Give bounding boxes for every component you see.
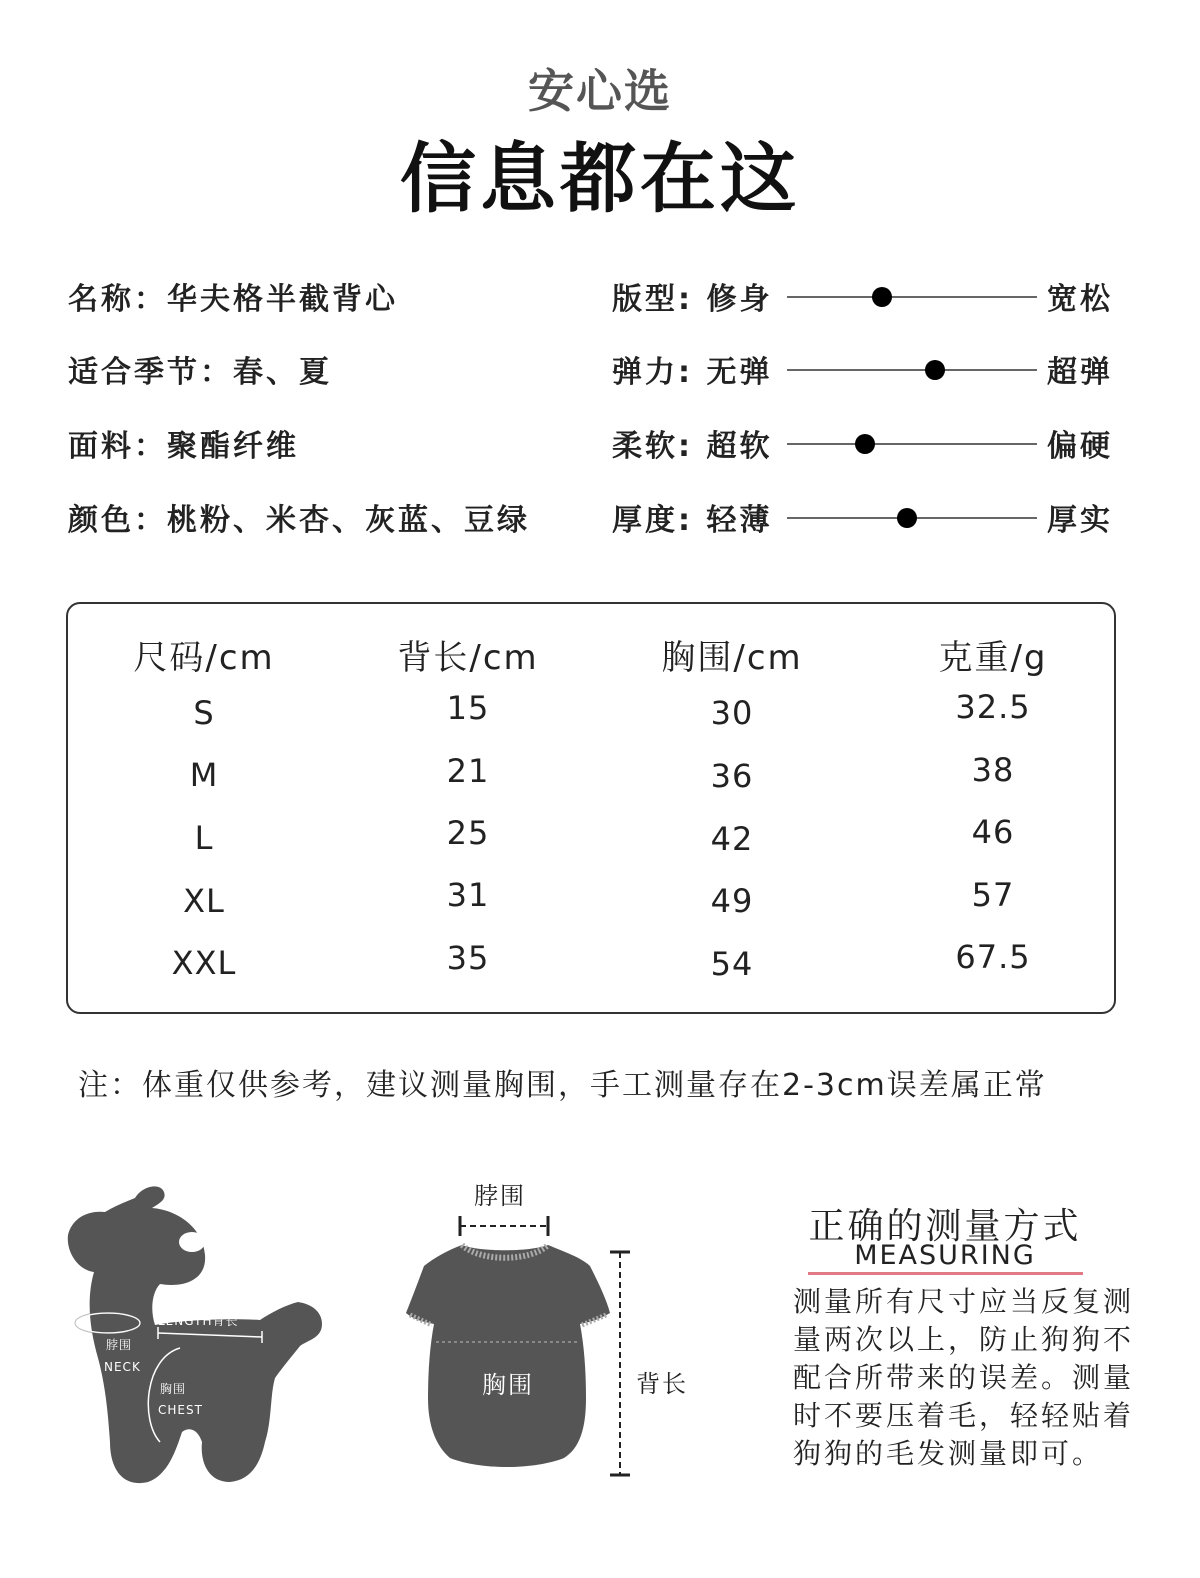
info-season xyxy=(68,347,332,391)
table-cell: 31 xyxy=(446,876,490,914)
slider-dot xyxy=(925,360,945,380)
header-title: 信息都在这 xyxy=(400,134,800,223)
info-value: 桃粉、米杏、灰蓝、豆绿 xyxy=(167,503,530,538)
info-value: 春、夏 xyxy=(233,355,332,390)
shirt-icon xyxy=(400,1170,720,1490)
slider-label: 版型: 修身 xyxy=(612,282,773,317)
measure-subtitle: MEASURING xyxy=(854,1240,1036,1271)
slider-label: 厚度: 轻薄 xyxy=(612,503,773,538)
info-key: 面料： xyxy=(68,429,167,464)
dog-diagram xyxy=(60,1180,360,1500)
table-cell: XXL xyxy=(171,944,237,982)
dog-neck-cn-label: 脖围 xyxy=(106,1338,133,1352)
header-subtitle: 安心选 xyxy=(528,64,672,118)
dog-chest-en-label: CHEST xyxy=(158,1403,203,1417)
info-key: 适合季节： xyxy=(68,355,233,390)
table-cell: 42 xyxy=(710,820,754,858)
dog-chest-cn-label: 胸围 xyxy=(160,1382,187,1396)
slider-fit xyxy=(612,274,1132,318)
table-cell: L xyxy=(194,819,214,857)
table-cell: 35 xyxy=(446,939,490,977)
table-cell: 32.5 xyxy=(955,688,1031,726)
slider-label: 柔软: 超软 xyxy=(612,429,773,464)
measure-text: 测量所有尺寸应当反复测量两次以上，防止狗狗不配合所带来的误差。测量时不要压着毛，轻轻贴着狗狗的毛发测量即可。 xyxy=(793,1285,1135,1470)
slider-right-label: 厚实 xyxy=(1047,503,1113,538)
table-cell: 36 xyxy=(710,757,754,795)
slider-dot xyxy=(855,434,875,454)
shirt-neck-label: 脖围 xyxy=(474,1182,526,1210)
info-value: 聚酯纤维 xyxy=(167,429,299,464)
slider-track xyxy=(787,517,1037,519)
measure-title: 正确的测量方式 xyxy=(808,1206,1082,1247)
shirt-diagram xyxy=(400,1170,720,1490)
dog-length-label: LENGTH背长 xyxy=(158,1314,239,1328)
info-name xyxy=(68,274,398,318)
measure-underline xyxy=(808,1272,1083,1275)
table-header: 胸围/cm xyxy=(661,638,803,678)
table-cell: 15 xyxy=(446,689,490,727)
shirt-length-label: 背长 xyxy=(636,1370,688,1398)
dog-icon xyxy=(60,1180,360,1500)
table-cell: 49 xyxy=(710,882,754,920)
table-header: 背长/cm xyxy=(397,638,539,678)
slider-right-label: 偏硬 xyxy=(1047,429,1113,464)
slider-track xyxy=(787,296,1037,298)
size-table xyxy=(66,602,1116,1014)
table-cell: 46 xyxy=(971,813,1015,851)
table-cell: S xyxy=(193,694,215,732)
slider-track xyxy=(787,369,1037,371)
slider-thickness xyxy=(612,495,1132,539)
info-fabric xyxy=(68,421,299,465)
info-key: 名称： xyxy=(68,282,167,317)
table-cell: 54 xyxy=(710,945,754,983)
note-text: 注：体重仅供参考，建议测量胸围，手工测量存在2-3cm误差属正常 xyxy=(78,1068,1047,1103)
dog-neck-en-label: NECK xyxy=(104,1360,141,1374)
table-header: 尺码/cm xyxy=(133,638,275,678)
table-cell: XL xyxy=(183,882,225,920)
table-cell: 21 xyxy=(446,752,490,790)
slider-right-label: 超弹 xyxy=(1047,355,1113,390)
slider-softness xyxy=(612,421,1132,465)
table-cell: 25 xyxy=(446,814,490,852)
slider-right-label: 宽松 xyxy=(1047,282,1113,317)
table-cell: 57 xyxy=(971,876,1015,914)
info-color xyxy=(68,495,530,539)
table-header: 克重/g xyxy=(938,638,1048,678)
info-value: 华夫格半截背心 xyxy=(167,282,398,317)
table-cell: 38 xyxy=(971,751,1015,789)
slider-dot xyxy=(897,508,917,528)
table-cell: M xyxy=(189,756,219,794)
slider-label: 弹力: 无弹 xyxy=(612,355,773,390)
table-cell: 30 xyxy=(710,694,754,732)
slider-elasticity xyxy=(612,347,1132,391)
shirt-chest-label: 胸围 xyxy=(482,1371,534,1399)
info-key: 颜色： xyxy=(68,503,167,538)
slider-dot xyxy=(872,287,892,307)
slider-track xyxy=(787,443,1037,445)
table-cell: 67.5 xyxy=(955,938,1031,976)
